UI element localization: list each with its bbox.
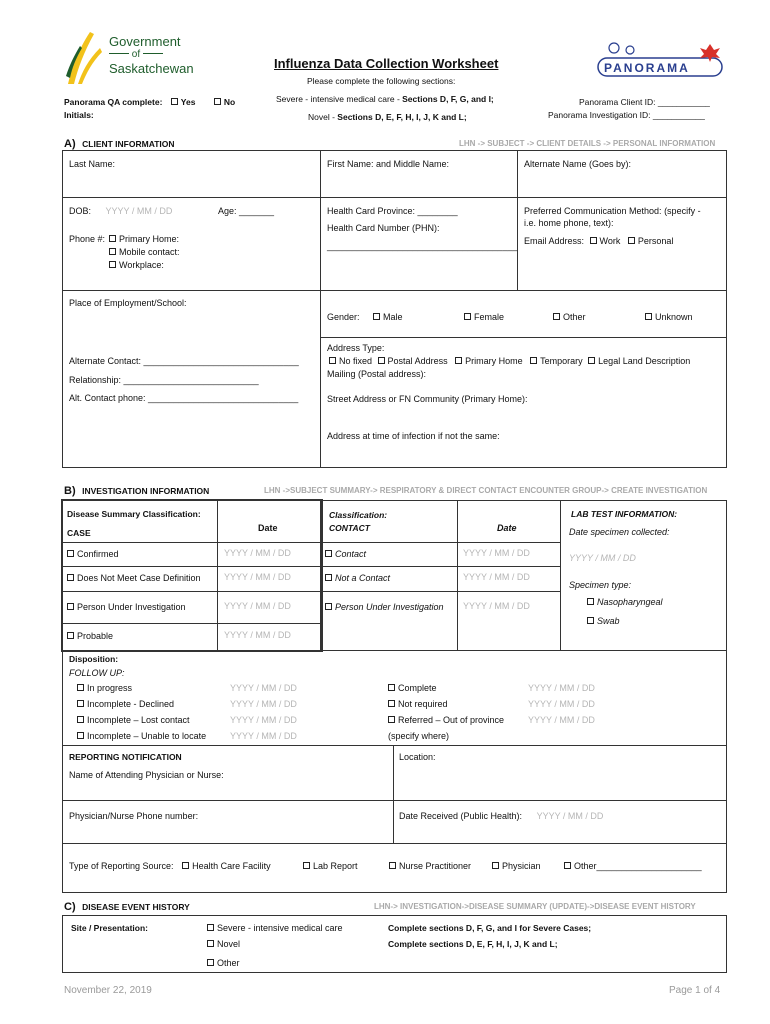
- contact-contact[interactable]: Contact: [325, 549, 366, 559]
- checkbox-icon[interactable]: [67, 574, 74, 581]
- checkbox-icon[interactable]: [207, 959, 214, 966]
- specify-where: (specify where): [388, 731, 450, 741]
- fu-complete[interactable]: Complete: [388, 683, 437, 693]
- severe-instructions: Severe - intensive medical care - Sections D, F, G, and I;: [276, 94, 494, 104]
- complete-severe-note: Complete sections D, F, G, and I for Severe Cases;: [388, 923, 592, 933]
- fu-lost-contact[interactable]: Incomplete – Lost contact: [77, 715, 190, 725]
- preferred-comm-line2: i.e. home phone, text):: [524, 218, 614, 228]
- date-received[interactable]: Date Received (Public Health): YYYY / MM / DD: [399, 811, 604, 821]
- alt-contact-phone[interactable]: Alt. Contact phone: ______________________________: [69, 393, 299, 403]
- section-a-path: LHN -> SUBJECT -> CLIENT DETAILS -> PERSONAL INFORMATION: [459, 139, 716, 148]
- gender-unknown[interactable]: Unknown: [645, 312, 693, 322]
- follow-up-label: FOLLOW UP:: [69, 668, 125, 678]
- specimen-type-label: Specimen type:: [569, 580, 632, 590]
- location-field[interactable]: Location:: [399, 752, 436, 762]
- health-card-line: ______________________________________: [327, 241, 518, 251]
- health-card-number[interactable]: Health Card Number (PHN):: [327, 223, 440, 233]
- fu-date-1[interactable]: YYYY / MM / DD: [230, 683, 297, 693]
- section-b-path: LHN ->SUBJECT SUMMARY-> RESPIRATORY & DIRECT CONTACT ENCOUNTER GROUP-> CREATE INVESTIGATION: [264, 486, 708, 495]
- checkbox-icon[interactable]: [587, 617, 594, 624]
- disease-summary-label: Disease Summary Classification:: [67, 509, 201, 519]
- panorama-logo-text: PANORAMA: [604, 61, 690, 75]
- complete-novel-note: Complete sections D, E, F, H, I, J, K and L;: [388, 939, 558, 949]
- fu-date-7[interactable]: YYYY / MM / DD: [528, 715, 595, 725]
- email-address[interactable]: Email Address: Work Personal: [524, 236, 674, 246]
- case-date-4[interactable]: YYYY / MM / DD: [224, 630, 291, 640]
- case-date-3[interactable]: YYYY / MM / DD: [224, 601, 291, 611]
- contact-date-2[interactable]: YYYY / MM / DD: [463, 572, 530, 582]
- employment-field[interactable]: Place of Employment/School:: [69, 298, 187, 308]
- wheat-icon: [64, 28, 106, 86]
- case-not-meet[interactable]: Does Not Meet Case Definition: [67, 573, 201, 583]
- checkbox-icon[interactable]: [628, 237, 635, 244]
- checkbox-icon[interactable]: [109, 248, 116, 255]
- saskatchewan-logo: [64, 28, 199, 86]
- specimen-nasopharyngeal[interactable]: Nasopharyngeal: [587, 597, 663, 607]
- relationship[interactable]: Relationship: ___________________________: [69, 375, 259, 385]
- fu-referred[interactable]: Referred – Out of province: [388, 715, 504, 725]
- phone-mobile[interactable]: Mobile contact:: [109, 247, 180, 257]
- checkbox-icon[interactable]: [588, 357, 595, 364]
- qa-no-checkbox[interactable]: [214, 98, 221, 105]
- form-title: Influenza Data Collection Worksheet: [274, 56, 499, 71]
- checkbox-icon[interactable]: [67, 632, 74, 639]
- footer-page: Page 1 of 4: [669, 985, 721, 996]
- checkbox-icon[interactable]: [182, 862, 189, 869]
- alternate-contact[interactable]: Alternate Contact: _______________________________: [69, 356, 299, 366]
- checkbox-icon[interactable]: [325, 603, 332, 610]
- age-field[interactable]: Age: _______: [218, 206, 275, 216]
- checkbox-icon[interactable]: [464, 313, 471, 320]
- attending-physician[interactable]: Name of Attending Physician or Nurse:: [69, 770, 224, 780]
- dob-field[interactable]: DOB: YYYY / MM / DD: [69, 206, 173, 216]
- checkbox-icon[interactable]: [109, 261, 116, 268]
- last-name-field[interactable]: Last Name:: [69, 159, 116, 169]
- case-label: CASE: [67, 528, 91, 538]
- site-other[interactable]: Other: [207, 958, 240, 968]
- checkbox-icon[interactable]: [207, 940, 214, 947]
- gender-male[interactable]: Male: [373, 312, 403, 322]
- fu-date-5[interactable]: YYYY / MM / DD: [528, 683, 595, 693]
- phone-label: Phone #:: [69, 234, 106, 244]
- physician-phone[interactable]: Physician/Nurse Phone number:: [69, 811, 199, 821]
- source-np[interactable]: Nurse Practitioner: [389, 861, 471, 871]
- checkbox-icon[interactable]: [492, 862, 499, 869]
- preferred-comm-line1: Preferred Communication Method: (specify -: [524, 206, 701, 216]
- investigation-id: Panorama Investigation ID: ___________: [548, 110, 705, 120]
- checkbox-icon[interactable]: [303, 862, 310, 869]
- fu-date-2[interactable]: YYYY / MM / DD: [230, 699, 297, 709]
- checkbox-icon[interactable]: [77, 732, 84, 739]
- first-name-field[interactable]: First Name: and Middle Name:: [327, 159, 450, 169]
- contact-date-3[interactable]: YYYY / MM / DD: [463, 601, 530, 611]
- section-c-heading: C) DISEASE EVENT HISTORY: [64, 901, 190, 913]
- initials-label: Initials:: [64, 110, 94, 120]
- source-other[interactable]: Other_____________________: [564, 861, 702, 871]
- case-date-header: Date: [258, 523, 278, 533]
- fu-unable-locate[interactable]: Incomplete – Unable to locate: [77, 731, 206, 741]
- checkbox-icon[interactable]: [388, 700, 395, 707]
- fu-date-3[interactable]: YYYY / MM / DD: [230, 715, 297, 725]
- fu-date-4[interactable]: YYYY / MM / DD: [230, 731, 297, 741]
- footer-date: November 22, 2019: [64, 985, 152, 996]
- checkbox-icon[interactable]: [645, 313, 652, 320]
- contact-date-header: Date: [497, 523, 517, 533]
- section-b-heading: B) INVESTIGATION INFORMATION: [64, 485, 210, 497]
- infection-address[interactable]: Address at time of infection if not the same:: [327, 431, 500, 441]
- specimen-swab[interactable]: Swab: [587, 616, 620, 626]
- checkbox-icon[interactable]: [373, 313, 380, 320]
- lab-date-field[interactable]: YYYY / MM / DD: [569, 553, 636, 563]
- checkbox-icon[interactable]: [67, 603, 74, 610]
- section-a-heading: A) CLIENT INFORMATION: [64, 138, 175, 150]
- gender-other[interactable]: Other: [553, 312, 586, 322]
- health-card-province[interactable]: Health Card Province: ________: [327, 206, 458, 216]
- case-confirmed[interactable]: Confirmed: [67, 549, 119, 559]
- reporting-notification: REPORTING NOTIFICATION: [69, 752, 182, 762]
- qa-complete: Panorama QA complete: Yes No: [64, 97, 236, 107]
- checkbox-icon[interactable]: [378, 357, 385, 364]
- gender-female[interactable]: Female: [464, 312, 504, 322]
- checkbox-icon[interactable]: [590, 237, 597, 244]
- panorama-logo: [596, 40, 724, 78]
- case-pui[interactable]: Person Under Investigation: [67, 602, 186, 612]
- gov-line1: Government: [109, 34, 181, 49]
- case-date-1[interactable]: YYYY / MM / DD: [224, 548, 291, 558]
- case-date-2[interactable]: YYYY / MM / DD: [224, 572, 291, 582]
- reporting-source: Type of Reporting Source: Health Care Facility: [69, 861, 271, 871]
- address-types: No fixed Postal Address Primary Home Temporary Legal Land Description: [329, 356, 690, 366]
- checkbox-icon[interactable]: [455, 357, 462, 364]
- client-id: Panorama Client ID: ___________: [579, 97, 710, 107]
- site-presentation: Site / Presentation:: [71, 923, 148, 933]
- checkbox-icon[interactable]: [325, 574, 332, 581]
- checkbox-icon[interactable]: [389, 862, 396, 869]
- disposition-label: Disposition:: [69, 654, 119, 664]
- checkbox-icon[interactable]: [530, 357, 537, 364]
- source-physician[interactable]: Physician: [492, 861, 541, 871]
- checkbox-icon[interactable]: [77, 684, 84, 691]
- mailing-address[interactable]: Mailing (Postal address):: [327, 369, 427, 379]
- contact-label: CONTACT: [329, 523, 370, 533]
- checkbox-icon[interactable]: [329, 357, 336, 364]
- qa-yes-checkbox[interactable]: [171, 98, 178, 105]
- contact-pui[interactable]: Person Under Investigation: [325, 602, 444, 612]
- checkbox-icon[interactable]: [388, 716, 395, 723]
- gov-line2: of: [109, 49, 163, 60]
- checkbox-icon[interactable]: [67, 550, 74, 557]
- source-lab-report[interactable]: Lab Report: [303, 861, 358, 871]
- lab-test-title: LAB TEST INFORMATION:: [571, 509, 678, 519]
- lab-date-collected: Date specimen collected:: [569, 527, 670, 537]
- checkbox-icon[interactable]: [553, 313, 560, 320]
- checkbox-icon[interactable]: [207, 924, 214, 931]
- checkbox-icon[interactable]: [587, 598, 594, 605]
- checkbox-icon[interactable]: [388, 684, 395, 691]
- form-subtitle: Please complete the following sections:: [307, 76, 456, 86]
- fu-in-progress[interactable]: In progress: [77, 683, 132, 693]
- site-severe[interactable]: Severe - intensive medical care: [207, 923, 343, 933]
- gov-line3: Saskatchewan: [109, 61, 194, 76]
- checkbox-icon[interactable]: [564, 862, 571, 869]
- novel-instructions: Novel - Sections D, E, F, H, I, J, K and L;: [308, 112, 467, 122]
- contact-date-1[interactable]: YYYY / MM / DD: [463, 548, 530, 558]
- checkbox-icon[interactable]: [109, 235, 116, 242]
- address-type-label: Address Type:: [327, 343, 385, 353]
- section-c-path: LHN-> INVESTIGATION->DISEASE SUMMARY (UPDATE)->DISEASE EVENT HISTORY: [374, 902, 696, 911]
- phone-primary-home[interactable]: Primary Home:: [109, 234, 179, 244]
- checkbox-icon[interactable]: [77, 700, 84, 707]
- site-novel[interactable]: Novel: [207, 939, 240, 949]
- phone-workplace[interactable]: Workplace:: [109, 260, 164, 270]
- checkbox-icon[interactable]: [325, 550, 332, 557]
- case-probable[interactable]: Probable: [67, 631, 113, 641]
- street-address[interactable]: Street Address or FN Community (Primary Home):: [327, 394, 528, 404]
- alternate-name-field[interactable]: Alternate Name (Goes by):: [524, 159, 632, 169]
- fu-declined[interactable]: Incomplete - Declined: [77, 699, 174, 709]
- classification-label: Classification:: [329, 510, 388, 520]
- checkbox-icon[interactable]: [77, 716, 84, 723]
- fu-date-6[interactable]: YYYY / MM / DD: [528, 699, 595, 709]
- fu-not-required[interactable]: Not required: [388, 699, 448, 709]
- contact-not-contact[interactable]: Not a Contact: [325, 573, 390, 583]
- gender-label: Gender:: [327, 312, 360, 322]
